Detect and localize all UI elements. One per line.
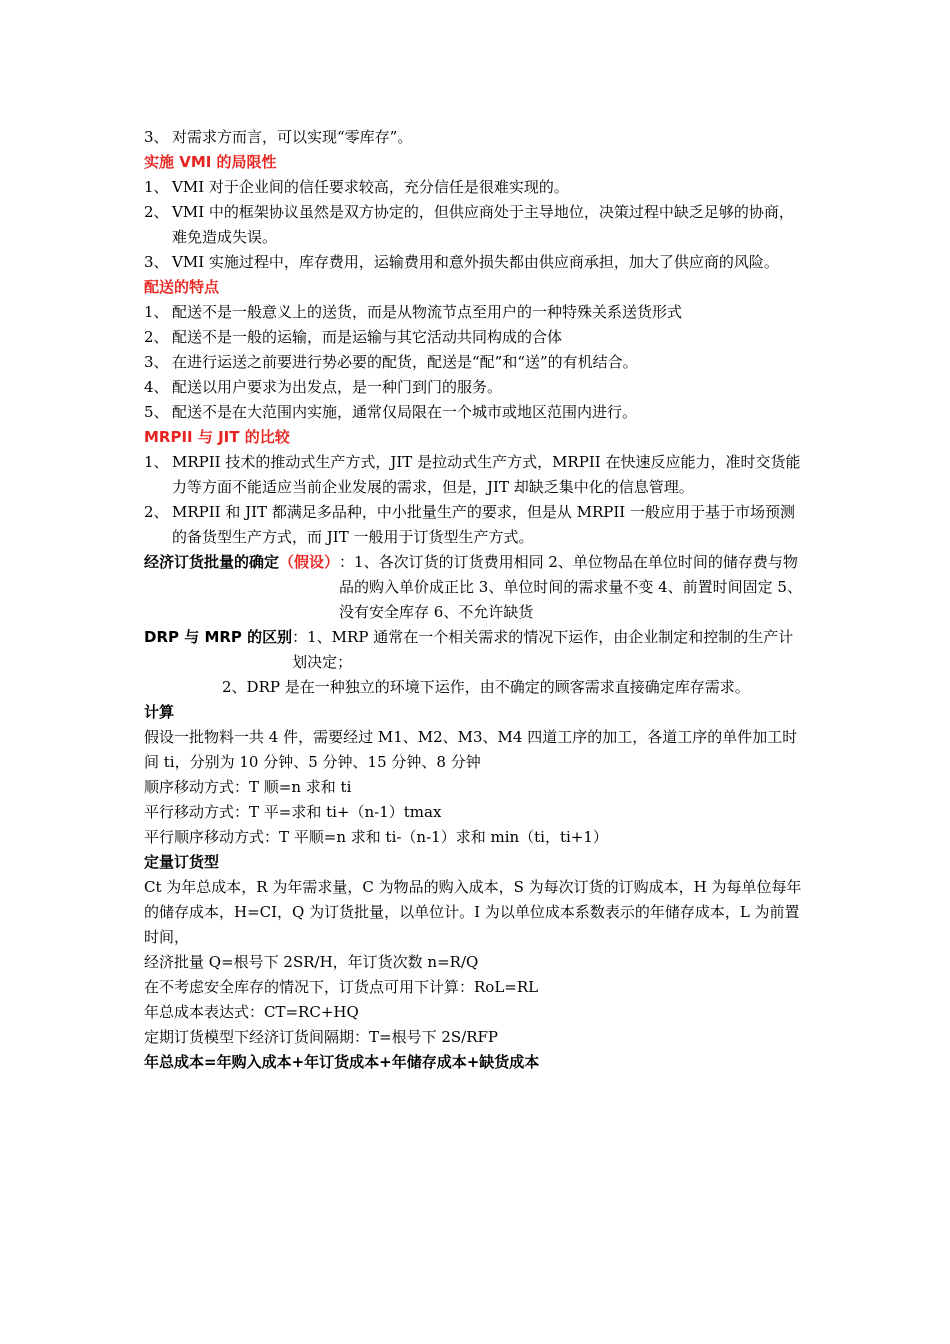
item-number: 4、 — [144, 378, 169, 396]
list-item — [144, 200, 808, 250]
list-item — [144, 250, 808, 275]
calc-line: 假设一批物料一共 4 件，需要经过 M1、M2、M3、M4 四道工序的加工，各道工序的单件加工时间 ti，分别为 10 分钟、5 分钟、15 分钟、8 分钟 — [144, 728, 798, 771]
item-number: 2、 — [144, 328, 169, 346]
list-item — [144, 350, 808, 375]
section-heading-mrp-jit: MRPII 与 JIT 的比较 — [144, 428, 290, 446]
section-heading-fixed-qty: 定量订货型 — [144, 853, 220, 871]
section-heading-vmi-limits: 实施 VMI 的局限性 — [144, 153, 277, 171]
item-number: 3、 — [144, 128, 169, 146]
section-heading-delivery: 配送的特点 — [144, 278, 220, 296]
list-item — [144, 325, 808, 350]
fixed-qty-line: 经济批量 Q=根号下 2SR/H，年订货次数 n=R/Q — [144, 953, 479, 971]
item-text: 配送不是一般的运输，而是运输与其它活动共同构成的合体 — [172, 328, 563, 346]
item-text: 在进行运送之前要进行势必要的配货，配送是“配”和“送”的有机结合。 — [172, 353, 638, 371]
item-number: 1、 — [144, 303, 169, 321]
list-item — [144, 175, 808, 200]
fixed-qty-line: 定期订货模型下经济订货间隔期：T=根号下 2S/RFP — [144, 1028, 499, 1046]
list-item — [144, 500, 808, 550]
document-page — [144, 125, 808, 1075]
eoq-label — [144, 550, 339, 625]
item-text: 对需求方而言，可以实现“零库存”。 — [172, 128, 413, 146]
item-text: VMI 对于企业间的信任要求较高，充分信任是很难实现的。 — [172, 178, 569, 196]
list-item — [144, 125, 808, 150]
drp-mrp-item-2: 2、DRP 是在一种独立的环境下运作，由不确定的顾客需求直接确定库存需求。 — [222, 678, 750, 696]
item-text: 配送不是一般意义上的送货，而是从物流节点至用户的一种特殊关系送货形式 — [172, 303, 683, 321]
fixed-qty-line: 在不考虑安全库存的情况下，订货点可用下计算：RoL=RL — [144, 978, 539, 996]
item-number: 3、 — [144, 353, 169, 371]
fixed-qty-line: Ct 为年总成本，R 为年需求量，C 为物品的购入成本，S 为每次订货的订购成本，H 为每单位每年的储存成本，H=CI，Q 为订货批量，以单位计。I 为以单位成本系数表示的年储存成本，L 为前置时间， — [144, 878, 802, 946]
calc-line: 平行顺序移动方式：T 平顺=n 求和 ti-（n-1）求和 min（ti，ti+1） — [144, 828, 608, 846]
item-text: MRPII 和 JIT 都满足多品种，中小批量生产的要求，但是从 MRPII 一般应用于基于市场预测的备货型生产方式，而 JIT 一般用于订货型生产方式。 — [172, 503, 795, 546]
drp-mrp-difference — [144, 625, 808, 675]
eoq-assumptions-text: ：1、各次订货的订货费用相同 2、单位物品在单位时间的储存费与物品的购入单价成正比 3、单位时间的需求量不变 4、前置时间固定 5、没有安全库存 6、不允许缺货 — [339, 553, 802, 621]
fixed-qty-line: 年总成本表达式：CT=RC+HQ — [144, 1003, 359, 1021]
item-text: 配送不是在大范围内实施，通常仅局限在一个城市或地区范围内进行。 — [172, 403, 638, 421]
item-text: VMI 中的框架协议虽然是双方协定的，但供应商处于主导地位，决策过程中缺乏足够的协商，难免造成失误。 — [172, 203, 794, 246]
eoq-label-assume: （假设） — [279, 553, 340, 571]
calc-line: 顺序移动方式：T 顺=n 求和 ti — [144, 778, 352, 796]
eoq-label-text: 经济订货批量的确定 — [144, 553, 280, 571]
item-number: 2、 — [144, 203, 169, 221]
item-number: 1、 — [144, 178, 169, 196]
item-number: 2、 — [144, 503, 169, 521]
calc-line: 平行移动方式：T 平=求和 ti+（n-1）tmax — [144, 803, 442, 821]
total-cost-formula: 年总成本=年购入成本+年订货成本+年储存成本+缺货成本 — [144, 1053, 540, 1071]
list-item — [144, 400, 808, 425]
eoq-assumptions — [144, 550, 808, 625]
item-text: MRPII 技术的推动式生产方式，JIT 是拉动式生产方式，MRPII 在快速反应能力，准时交货能力等方面不能适应当前企业发展的需求，但是，JIT 却缺乏集中化的信息管理。 — [172, 453, 801, 496]
item-text: 配送以用户要求为出发点，是一种门到门的服务。 — [172, 378, 503, 396]
list-item — [144, 450, 808, 500]
item-text: VMI 实施过程中，库存费用，运输费用和意外损失都由供应商承担，加大了供应商的风险。 — [172, 253, 779, 271]
item-number: 1、 — [144, 453, 169, 471]
item-number: 5、 — [144, 403, 169, 421]
list-item — [144, 375, 808, 400]
item-number: 3、 — [144, 253, 169, 271]
drp-mrp-label: DRP 与 MRP 的区别 — [144, 628, 293, 646]
list-item — [144, 300, 808, 325]
section-heading-calc: 计算 — [144, 703, 175, 721]
drp-mrp-item-1: ：1、MRP 通常在一个相关需求的情况下运作，由企业制定和控制的生产计划决定； — [292, 628, 794, 671]
